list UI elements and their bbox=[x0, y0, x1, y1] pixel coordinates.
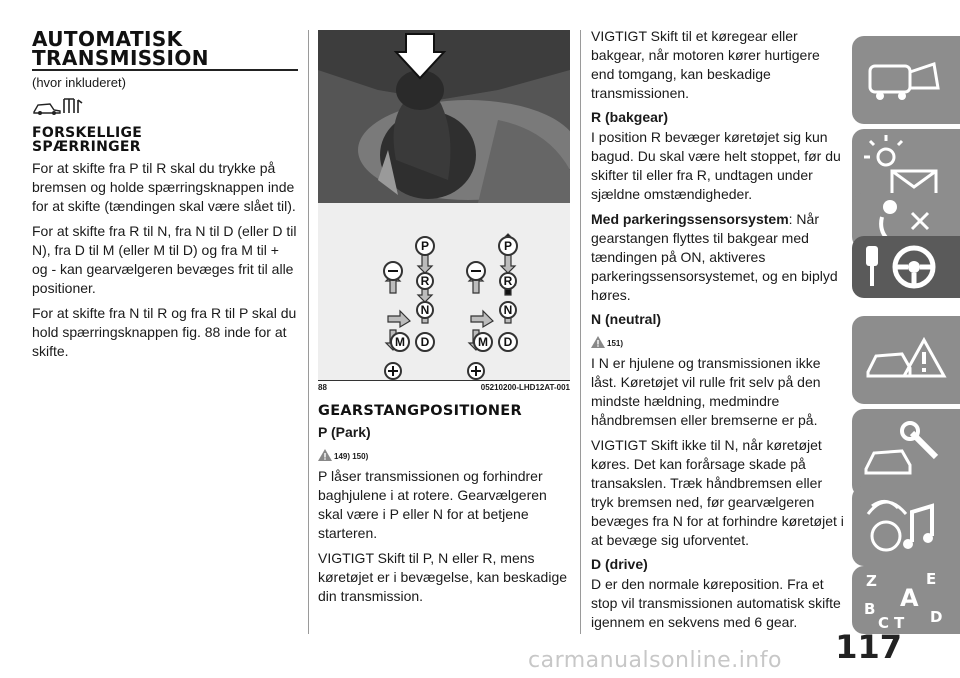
label-left-n: N bbox=[420, 303, 430, 317]
label-left-d: D bbox=[420, 335, 430, 349]
index-letter: D bbox=[930, 608, 943, 626]
car-service-wrench-icon bbox=[852, 409, 960, 497]
index-letter: T bbox=[894, 614, 905, 632]
figure-88 bbox=[318, 30, 570, 380]
warning-refs: 149) 150) bbox=[334, 452, 369, 461]
heading-neutral: N (neutral) bbox=[591, 311, 661, 327]
section-title-gearstang: GEARSTANGPOSITIONER bbox=[318, 403, 522, 419]
paragraph: For at skifte fra N til R og fra R til P skal du hold spærringsknappen fig. 88 inde for at skifte. bbox=[32, 305, 297, 359]
page-title-line2: TRANSMISSION bbox=[32, 46, 209, 70]
figure-number: 88 bbox=[318, 383, 327, 392]
watermark: carmanualsonline.info bbox=[528, 648, 782, 673]
heading-park: P (Park) bbox=[318, 424, 371, 440]
section-title-line2: SPÆRRINGER bbox=[32, 139, 141, 155]
label-left-p: P bbox=[420, 239, 430, 253]
car-dashboard-icon bbox=[852, 36, 960, 124]
paragraph: I N er hjulene og transmissionen ikke låst. Køretøjet vil rulle frit selv på den mindste hældning, medmindre håndbremsen eller bremserne er på. bbox=[591, 355, 821, 428]
key-steering-wheel-icon bbox=[852, 236, 960, 298]
chapter-tab-dashboard[interactable] bbox=[852, 36, 960, 124]
column-left bbox=[32, 27, 298, 367]
index-letter: A bbox=[900, 584, 919, 612]
paragraph: VIGTIGT Skift til P, N eller R, mens køretøjet er i bevægelse, kan beskadige din transmission. bbox=[318, 550, 568, 604]
sensor-text: : Når gearstangen flyttes til bakgear med tændingen på ON, aktiveres parkeringssensorsystemet, og en biplyd høres. bbox=[591, 211, 838, 303]
car-variant-icon bbox=[32, 96, 298, 118]
chapter-tab-emergency[interactable] bbox=[852, 316, 960, 404]
paragraph: For at skifte fra R til N, fra N til D (eller D til N), fra D til M (eller M til D) og fra M til + og - kan gearvælgeren bevæges frit til alle positioner. bbox=[32, 223, 297, 296]
section-title-spaerringer bbox=[32, 126, 298, 154]
column-right bbox=[591, 27, 847, 638]
subtitle: (hvor inkluderet) bbox=[32, 75, 126, 90]
label-right-n: N bbox=[503, 303, 513, 317]
gear-lever-photo bbox=[318, 30, 570, 203]
figure-caption bbox=[318, 380, 570, 392]
label-left-m: M bbox=[395, 335, 405, 349]
page-title bbox=[32, 27, 298, 71]
paragraph: I position R bevæger køretøjet sig kun bagud. Du skal være helt stoppet, før du skifter til eller fra R, undtagen under sjældne omstændigheder. bbox=[591, 129, 841, 202]
shift-pattern-diagram bbox=[318, 203, 570, 380]
car-warning-triangle-icon bbox=[852, 316, 960, 404]
index-letter: C bbox=[878, 614, 890, 632]
paragraph: VIGTIGT Skift til et køregear eller bakgear, når motoren kører hurtigere end tomgang, kan beskadige transmissionen. bbox=[591, 28, 820, 101]
page-title-line1: AUTOMATISK bbox=[32, 27, 183, 51]
warning-refs: 151) bbox=[607, 339, 624, 348]
label-right-d: D bbox=[503, 335, 513, 349]
column-middle bbox=[318, 30, 570, 612]
column-divider bbox=[308, 30, 309, 634]
paragraph: For at skifte fra P til R skal du trykke på bremsen og holde spærringsknappen inde for at skifte (tændingen skal være slået til). bbox=[32, 160, 296, 214]
index-letter: E bbox=[926, 570, 937, 588]
radio-music-icon bbox=[852, 486, 960, 566]
figure-code: 05210200-LHD12AT-001 bbox=[480, 383, 570, 392]
chapter-tab-index[interactable] bbox=[852, 566, 960, 634]
label-left-r: R bbox=[420, 274, 430, 288]
label-right-r: R bbox=[503, 274, 513, 288]
paragraph: P låser transmissionen og forhindrer baghjulene i at rotere. Gearvælgeren skal være i P eller N for at betjene starteren. bbox=[318, 468, 547, 541]
column-divider bbox=[580, 30, 581, 634]
index-letter: Z bbox=[866, 572, 877, 590]
page-number: 117 bbox=[835, 628, 902, 666]
paragraph: VIGTIGT Skift ikke til N, når køretøjet køres. Det kan forårsage skade på transakslen. Træk håndbremsen eller tryk bremsen ned, før gearvælgeren bevæges fra N for at forhindre køretøjet i at bevæge sig uforventet. bbox=[591, 437, 844, 548]
paragraph-sensor bbox=[591, 210, 847, 305]
alphabet-index-icon bbox=[852, 566, 960, 634]
section-title-line1: FORSKELLIGE bbox=[32, 125, 143, 141]
warning-ref-park bbox=[318, 443, 570, 461]
heading-drive: D (drive) bbox=[591, 556, 648, 572]
label-right-p: P bbox=[503, 239, 513, 253]
chapter-tab-starting-driving[interactable] bbox=[852, 236, 960, 298]
warning-triangle-icon bbox=[591, 336, 605, 348]
chapter-tab-maintenance[interactable] bbox=[852, 409, 960, 497]
index-letter: B bbox=[864, 600, 876, 618]
paragraph: D er den normale køreposition. Fra et stop vil transmissionen automatisk skifte igennem en sekvens med 6 gear. bbox=[591, 576, 841, 630]
label-right-m: M bbox=[478, 335, 488, 349]
warning-ref-neutral bbox=[591, 330, 847, 348]
chapter-tab-multimedia[interactable] bbox=[852, 486, 960, 566]
heading-reverse: R (bakgear) bbox=[591, 109, 669, 125]
warning-triangle-icon bbox=[318, 449, 332, 461]
sensor-label: Med parkeringssensorsystem bbox=[591, 211, 789, 227]
